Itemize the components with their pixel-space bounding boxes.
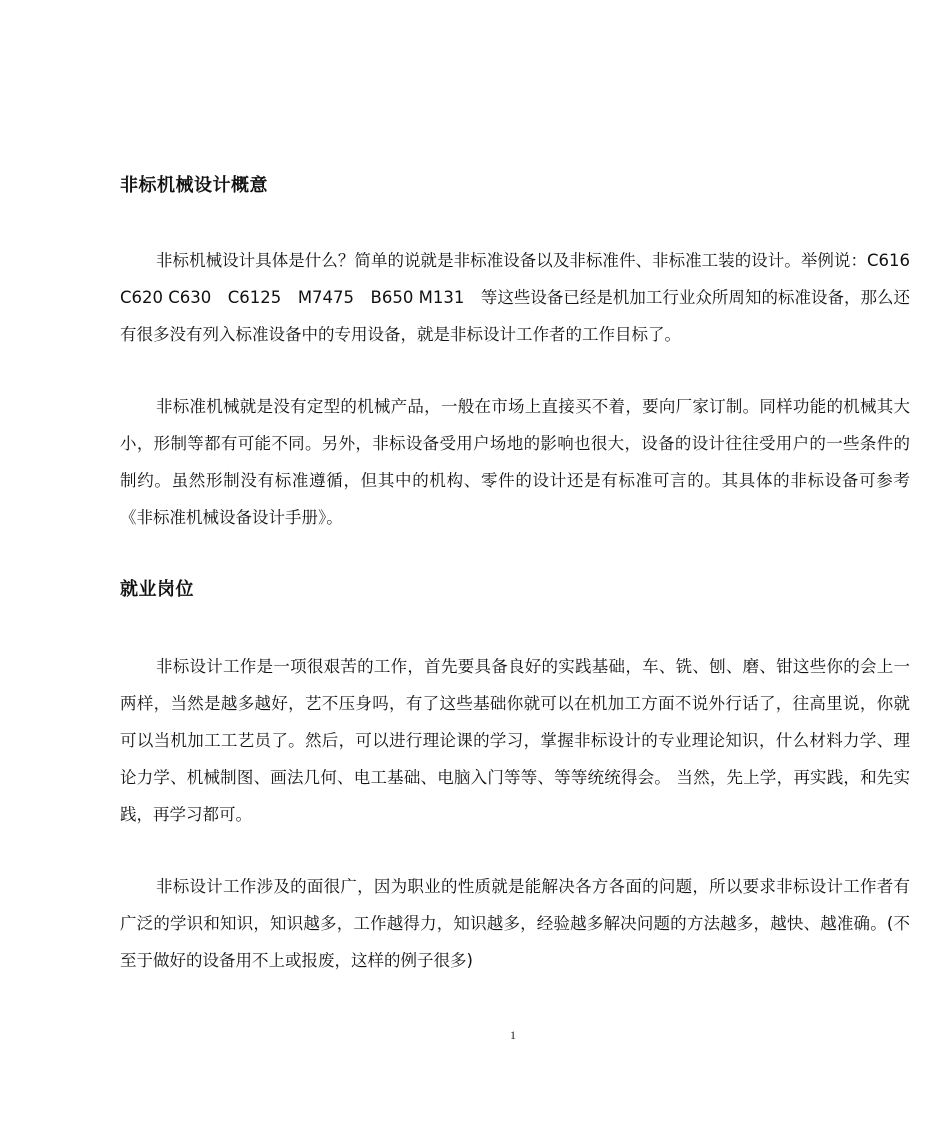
section-heading-employment: 就业岗位 bbox=[120, 579, 194, 600]
paragraph-nonstandard-machinery: 非标准机械就是没有定型的机械产品，一般在市场上直接买不着，要向厂家订制。同样功能的机械其大小，形制等都有可能不同。另外，非标设备受用户场地的影响也很大，设备的设计往往受用户的一些条件的制约。虽然形制没有标准遵循，但其中的机构、零件的设计还是有标准可言的。其具体的非标设备可参考《非标准机械设备设计手册》。 bbox=[120, 397, 910, 527]
paragraph-definition: 非标机械设计具体是什么？简单的说就是非标准设备以及非标准件、非标准工装的设计。举例说：C616 C620 C630 C6125 M7475 B650 M131 等这些设备已经是机加工行业众所周知的标准设备，那么还有很多没有列入标准设备中的专用设备，就是非标设计工作者的工作目标了。 bbox=[120, 251, 910, 344]
paragraph-work-requirements: 非标设计工作是一项很艰苦的工作，首先要具备良好的实践基础，车、铣、刨、磨、钳这些你的会上一两样，当然是越多越好，艺不压身吗，有了这些基础你就可以在机加工方面不说外行话了，往高里说，你就可以当机加工工艺员了。然后，可以进行理论课的学习，掌握非标设计的专业理论知识，什么材料力学、理论力学、机械制图、画法几何、电工基础、电脑入门等等、等等统统得会。 当然，先上学，再实践，和先实践，再学习都可。 bbox=[120, 657, 910, 824]
paragraph-spacer bbox=[120, 833, 910, 868]
paragraph-broad-knowledge: 非标设计工作涉及的面很广，因为职业的性质就是能解决各方各面的问题，所以要求非标设计工作者有广泛的学识和知识，知识越多，工作越得力，知识越多，经验越多解决问题的方法越多，越快、越准确。(不至于做好的设备用不上或报废，这样的例子很多) bbox=[120, 877, 910, 970]
paragraph-spacer bbox=[120, 353, 910, 388]
document-body bbox=[120, 172, 910, 979]
page-number: 1 bbox=[510, 1028, 516, 1042]
section-heading-concept: 非标机械设计概意 bbox=[120, 175, 268, 196]
